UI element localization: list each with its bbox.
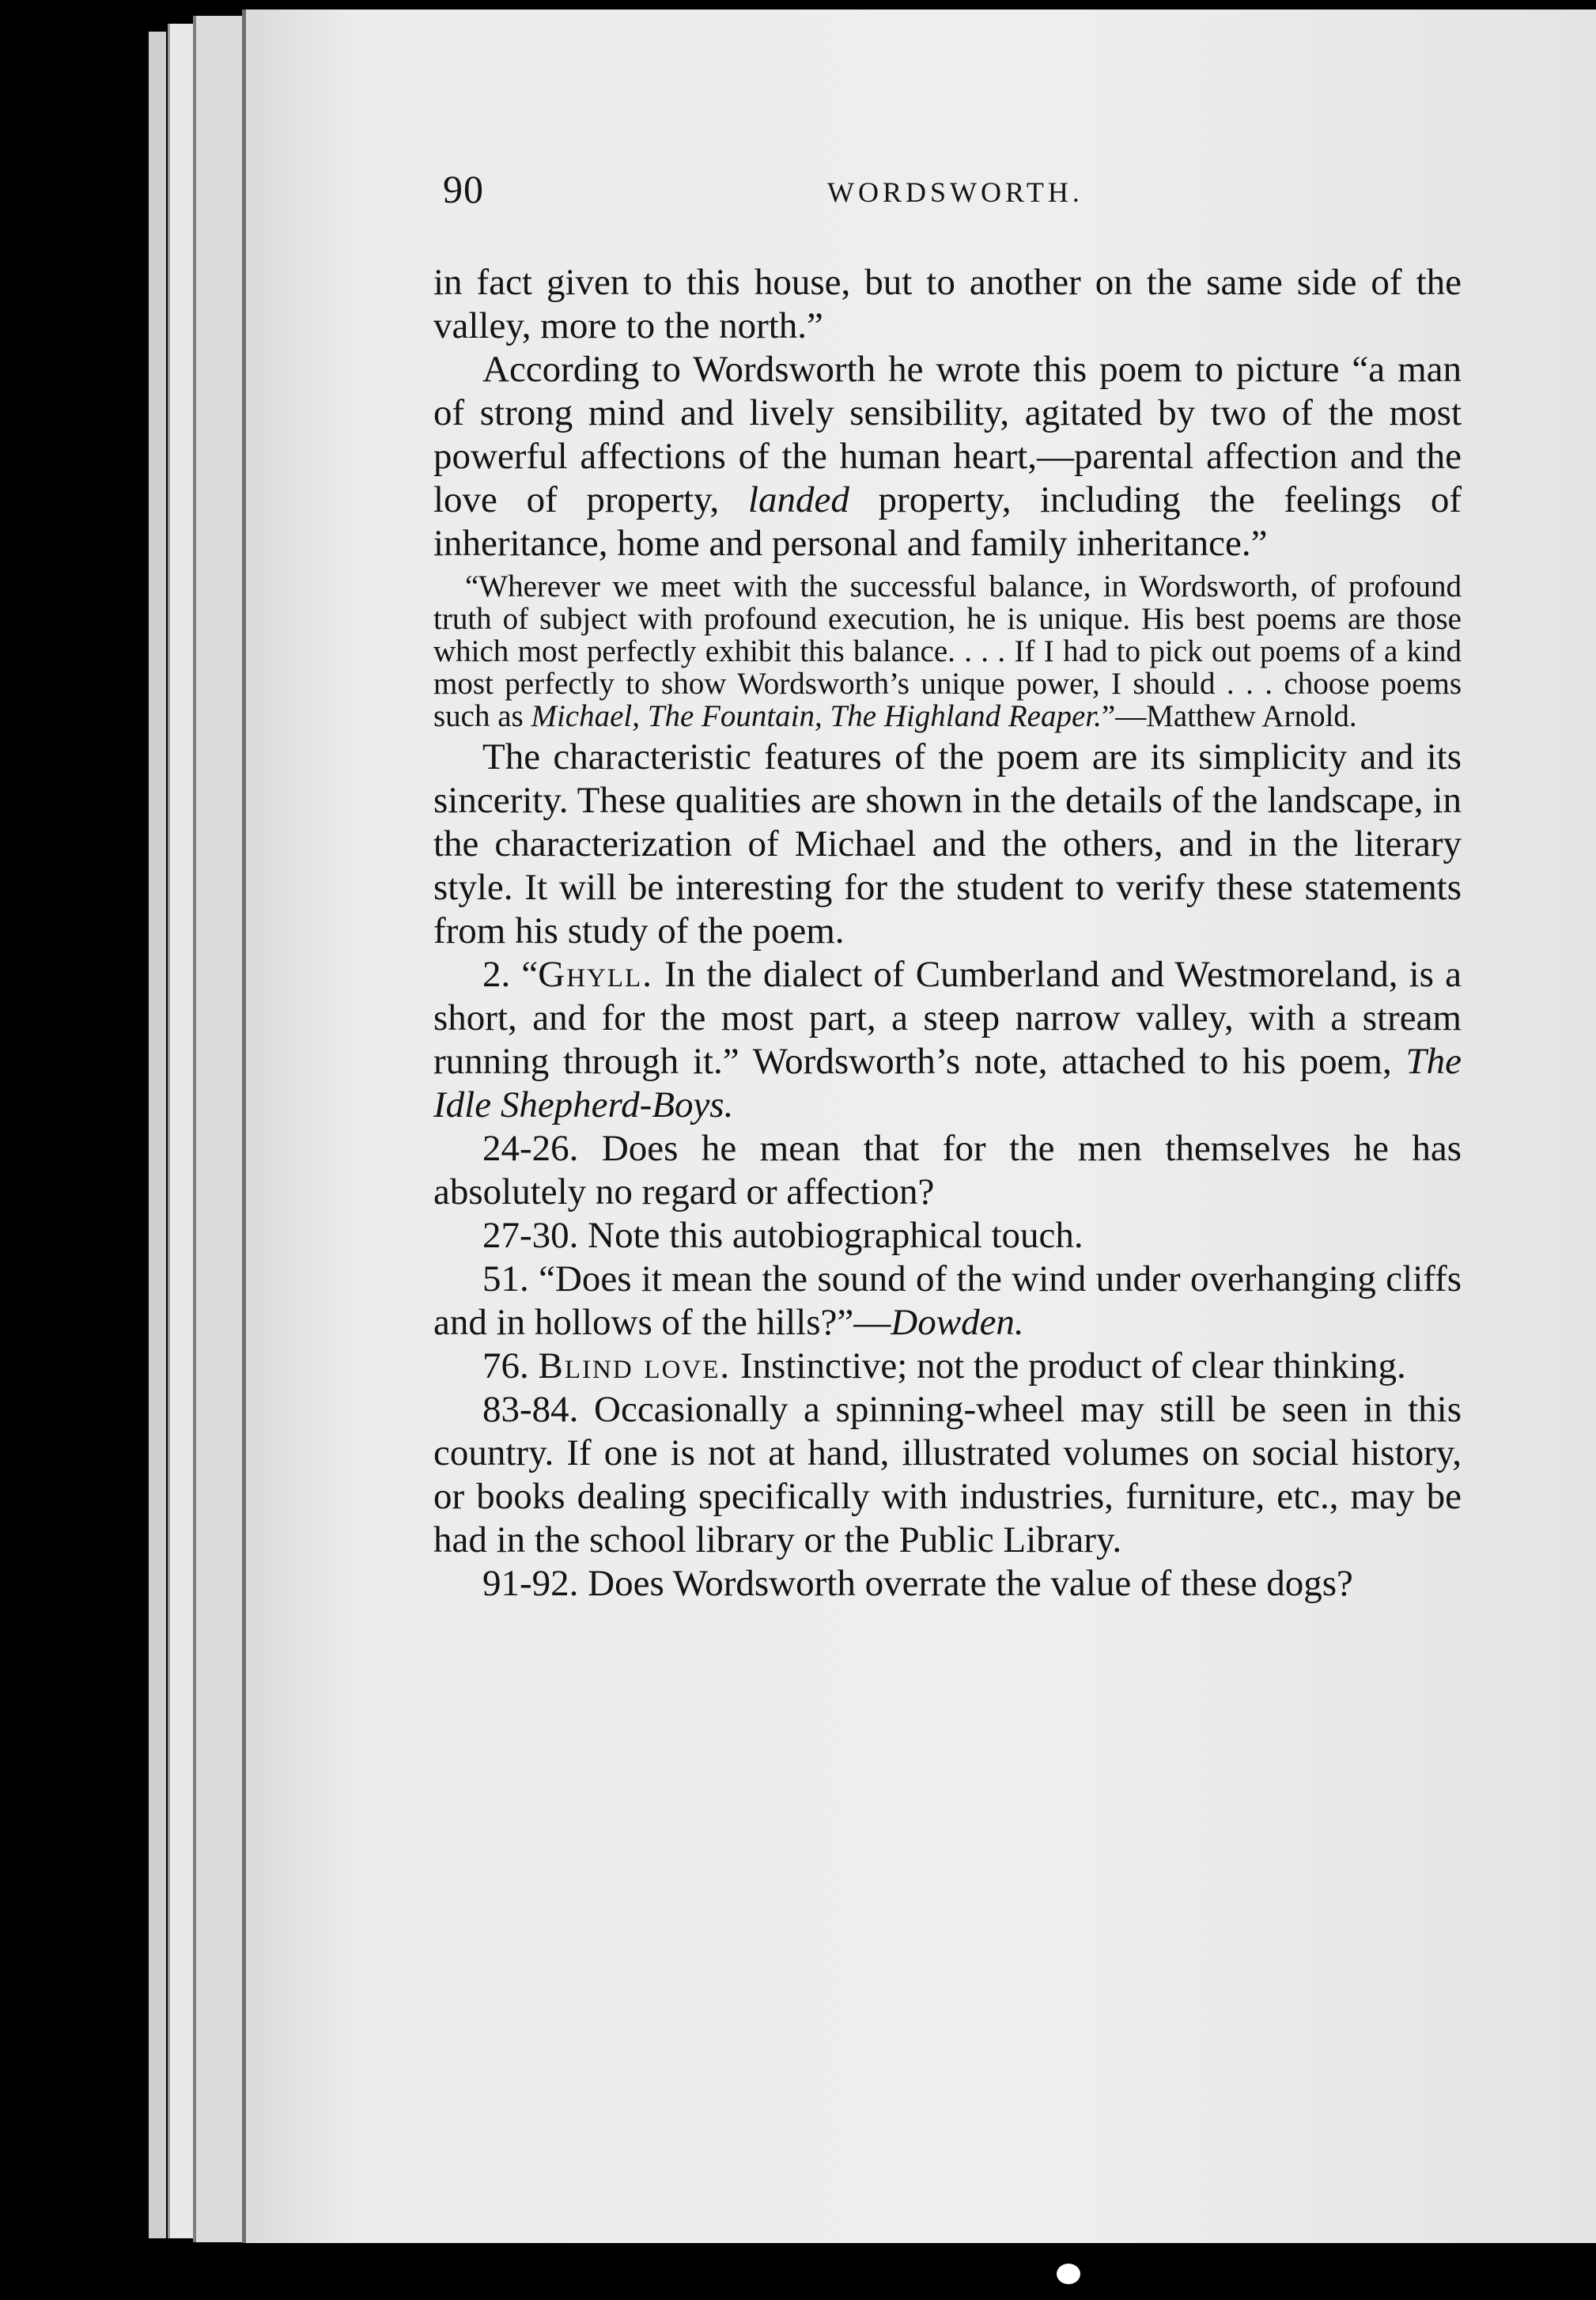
text-segment: ”—Matthew Arnold. (1101, 699, 1357, 733)
page-body (433, 261, 1462, 1606)
paragraph-continuation: in fact given to this house, but to another on the same side of the valley, more to the north.” (433, 262, 1462, 346)
text-segment: In the dialect of Cumberland and Westmoreland, is a short, and for the most part, a steep narrow valley, with a stream running through it.” Wordsworth’s note, attached to his poem, (433, 954, 1462, 1082)
text-segment: Instinctive; not the product of clear thinking. (731, 1345, 1406, 1386)
page-edge-outer (149, 32, 166, 2238)
page-edge-inner (193, 16, 244, 2242)
small-caps-segment: Ghyll. (538, 954, 653, 995)
note-line-51 (433, 1258, 1462, 1345)
scan-artifact-dot (1057, 2264, 1080, 2284)
note-line-91: 91-92. Does Wordsworth overrate the value of these dogs? (482, 1563, 1353, 1604)
page-number: 90 (443, 167, 484, 211)
running-title: WORDSWORTH. (827, 176, 1084, 208)
italic-segment: Dowden. (891, 1302, 1024, 1343)
text-segment: 76. (482, 1345, 539, 1386)
text-segment: 51. “Does it mean the sound of the wind under overhanging cliffs and in hollows of the hills?”— (433, 1258, 1462, 1343)
paragraph-wordsworth-purpose (433, 348, 1462, 566)
note-line-27: 27-30. Note this autobiographical touch. (482, 1215, 1084, 1256)
note-line-76 (433, 1345, 1462, 1388)
italic-segment: landed (747, 479, 849, 520)
italic-segment: The Idle Shepherd-Boys. (433, 1041, 1462, 1125)
text-segment: property, including the feelings of inheritance, home and personal and family inheritance.” (433, 479, 1462, 564)
small-caps-segment: Blind love. (538, 1345, 732, 1386)
block-quote-arnold (433, 570, 1462, 732)
note-line-24: 24-26. Does he mean that for the men themselves he has absolutely no regard or affection? (433, 1128, 1462, 1212)
italic-segment: Michael, The Fountain, The Highland Reaper. (531, 699, 1102, 733)
running-head (443, 166, 1455, 221)
text-segment: According to Wordsworth he wrote this poem to picture “a man of strong mind and lively sensibility, agitated by two of the most powerful affections of the human heart,—parental affection and the love of property, (433, 349, 1462, 520)
note-line-83: 83-84. Occasionally a spinning-wheel may still be seen in this country. If one is not at hand, illustrated volumes on social history, or books dealing specifically with industries, furniture, etc., may be had in the school library or the Public Library. (433, 1389, 1462, 1560)
scan-bottom-margin (0, 2243, 1596, 2300)
paragraph-characteristics: The characteristic features of the poem are its simplicity and its sincerity. These qualities are shown in the details of the landscape, in the characterization of Michael and the others, and in the literary style. It will be interesting for the student to verify these statements from his study of the poem. (433, 736, 1462, 951)
page-edge-middle (168, 24, 194, 2238)
text-segment: “Wherever we meet with the successful balance, in Wordsworth, of profound truth of subject with profound execution, he is unique. His best poems are those which most perfectly exhibit this balance. . . . If I had to pick out poems of a kind most perfectly to show Wordsworth’s unique power, I should . . . choose poems such as (433, 569, 1462, 733)
note-line-2 (433, 953, 1462, 1127)
text-segment: 2. “ (482, 954, 539, 995)
